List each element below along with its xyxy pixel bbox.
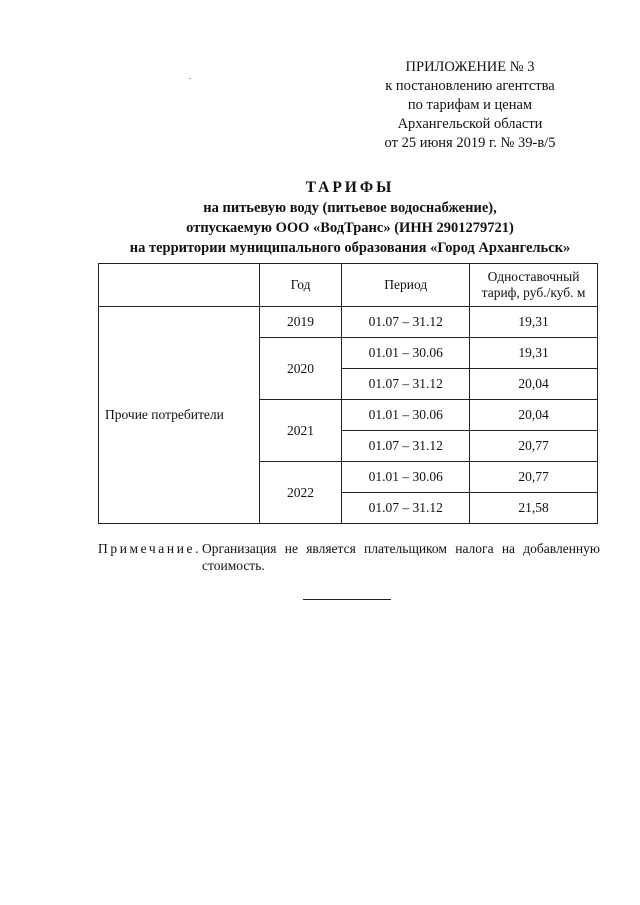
header-year: Год xyxy=(259,264,342,307)
document-title xyxy=(60,178,640,258)
tariff-table xyxy=(98,263,598,524)
title-line-1: на питьевую воду (питьевое водоснабжение), xyxy=(203,200,497,216)
period-cell: 01.01 – 30.06 xyxy=(342,462,470,493)
title-line-2: отпускаемую ООО «ВодТранс» (ИНН 2901279721) xyxy=(186,220,514,236)
tariff-cell: 21,58 xyxy=(470,493,598,524)
tariff-cell: 20,77 xyxy=(470,431,598,462)
consumer-cell: Прочие потребители xyxy=(99,307,260,524)
end-divider xyxy=(303,599,391,600)
period-cell: 01.07 – 31.12 xyxy=(342,307,470,338)
tariff-cell: 19,31 xyxy=(470,338,598,369)
period-cell: 01.01 – 30.06 xyxy=(342,338,470,369)
appendix-number: ПРИЛОЖЕНИЕ № 3 xyxy=(405,59,535,75)
title-main: ТАРИФЫ xyxy=(305,179,395,196)
note-text: Организация не является плательщиком налога на добавленную стоимость. xyxy=(202,541,600,573)
tariff-cell: 20,77 xyxy=(470,462,598,493)
year-cell: 2020 xyxy=(259,338,342,400)
table-row xyxy=(99,307,598,338)
header-period: Период xyxy=(342,264,470,307)
appendix-header xyxy=(360,58,580,153)
note-label: Примечание. xyxy=(98,541,202,556)
appendix-region: Архангельской области xyxy=(397,116,543,132)
title-line-3: на территории муниципального образования «Город Архангельск» xyxy=(129,240,571,256)
appendix-resolution: к постановлению агентства xyxy=(385,78,555,94)
period-cell: 01.07 – 31.12 xyxy=(342,493,470,524)
period-cell: 01.07 – 31.12 xyxy=(342,369,470,400)
appendix-agency: по тарифам и ценам xyxy=(407,97,533,113)
year-cell: 2022 xyxy=(259,462,342,524)
year-cell: 2019 xyxy=(259,307,342,338)
table-header-row xyxy=(99,264,598,307)
appendix-date: от 25 июня 2019 г. № 39-в/5 xyxy=(384,135,556,151)
header-tariff-line-1: Одноставочный xyxy=(487,269,580,284)
year-cell: 2021 xyxy=(259,400,342,462)
tariff-cell: 19,31 xyxy=(470,307,598,338)
tariff-cell: 20,04 xyxy=(470,400,598,431)
tariff-cell: 20,04 xyxy=(470,369,598,400)
period-cell: 01.07 – 31.12 xyxy=(342,431,470,462)
period-cell: 01.01 – 30.06 xyxy=(342,400,470,431)
header-tariff-line-2: тариф, руб./куб. м xyxy=(481,285,586,300)
scan-artifact xyxy=(189,78,191,79)
header-consumer xyxy=(99,264,260,307)
header-tariff xyxy=(470,264,598,307)
